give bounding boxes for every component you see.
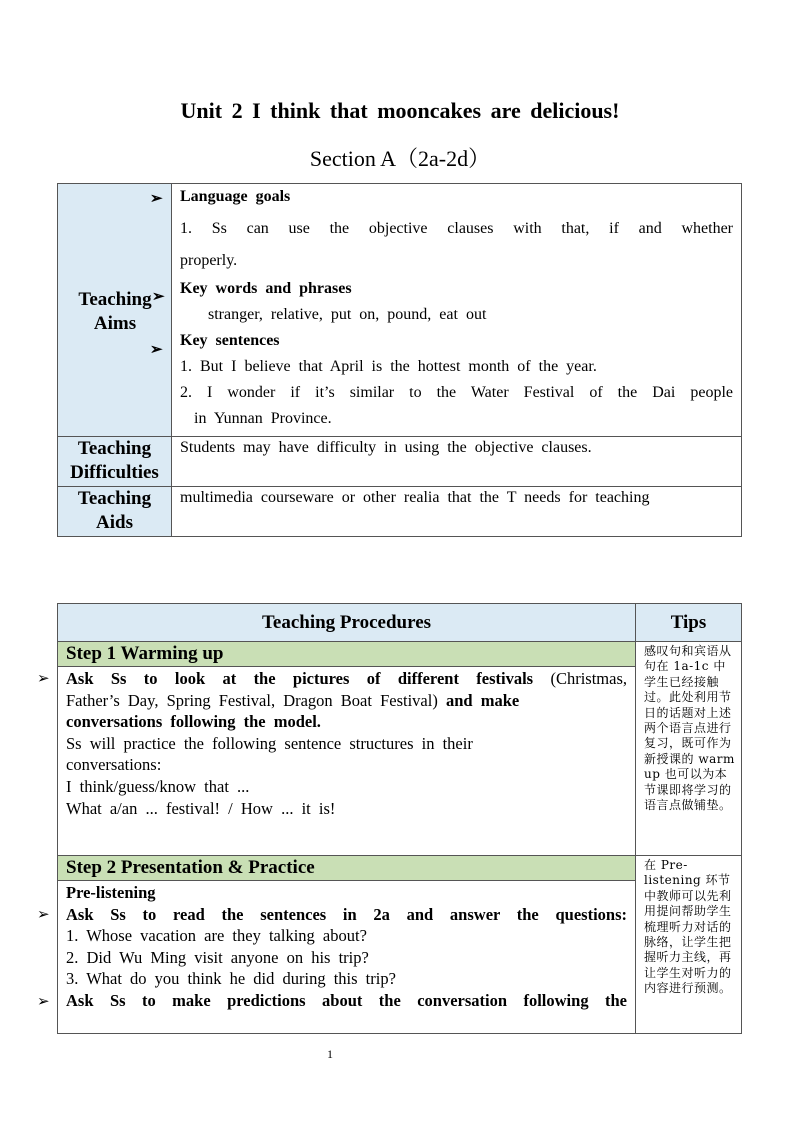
step-1-body — [58, 667, 635, 819]
teaching-aids-label — [58, 487, 172, 537]
teaching-procedures-header: Teaching Procedures — [58, 604, 636, 642]
step-1-line-7: What a/an ... festival! / How ... it is! — [66, 798, 336, 818]
step-1-line-4: Ss will practice the following sentence structures in their — [66, 733, 473, 753]
teaching-difficulties-row — [58, 437, 742, 487]
teaching-aims-content — [172, 184, 742, 437]
step-1-row — [58, 642, 742, 856]
step-2-instruction-1: Ask Ss to read the sentences in 2a and answer the questions: — [66, 904, 627, 924]
document-title: Unit 2 I think that mooncakes are delicious! — [180, 98, 620, 123]
teaching-aims-label — [58, 184, 172, 437]
question-3: 3. What do you think he did during this trip? — [66, 969, 396, 989]
step-2-cell — [58, 856, 636, 1034]
bullet-arrow-icon: ➢ — [150, 191, 163, 207]
teaching-difficulties-label-line1: Teaching — [77, 438, 152, 459]
step-1-title: Step 1 Warming up — [58, 642, 635, 667]
key-sentence-1: 1. But I believe that April is the hottest month of the year. — [180, 358, 597, 375]
question-1: 1. Whose vacation are they talking about? — [66, 926, 367, 946]
goal-1-line-2: properly. — [180, 252, 238, 269]
key-words-heading: Key words and phrases — [180, 280, 352, 297]
step-2-tips: 在 Pre-listening 环节中教师可以先利用提问帮助学生梳理听力对话的脉络，让学生把握听力主线，再让学生对听力的内容进行预测。 — [636, 856, 742, 1034]
procedures-header-row — [58, 604, 742, 642]
step-1-line-1 — [66, 668, 627, 690]
teaching-aids-content — [172, 487, 742, 537]
teaching-aids-row — [58, 487, 742, 537]
key-words-list: stranger, relative, put on, pound, eat out — [208, 306, 487, 323]
teaching-aims-row — [58, 184, 742, 437]
step-1-line-5: conversations: — [66, 755, 162, 775]
step-1-tips: 感叹句和宾语从句在 1a-1c 中学生已经接触过。此处利用节日的话题对上述两个语言点进行复习，既可作为新授课的 warm up 也可以为本节课即将学习的语言点做铺垫。 — [636, 642, 742, 856]
step-1-festivals-list: Father’s Day, Spring Festival, Dragon Boat Festival) — [66, 690, 438, 710]
teaching-aims-label-line2: Aims — [93, 313, 137, 334]
tips-header: Tips — [636, 604, 742, 642]
step-1-line-6: I think/guess/know that ... — [66, 776, 250, 796]
teaching-aids-label-line2: Aids — [96, 512, 133, 533]
bullet-arrow-icon: ➢ — [152, 289, 165, 305]
bullet-arrow-icon: ➢ — [150, 342, 163, 358]
language-goals-heading: Language goals — [180, 188, 291, 205]
page-number: 1 — [327, 1047, 333, 1061]
step-2-instruction-2: Ask Ss to make predictions about the conversation following the — [66, 990, 627, 1010]
key-sentence-2-line-1: 2. I wonder if it’s similar to the Water Festival of the Dai people — [180, 384, 733, 401]
bullet-arrow-icon: ➢ — [37, 994, 50, 1010]
teaching-procedures-table — [57, 603, 742, 1034]
step-2-body — [58, 881, 635, 1012]
step-1-line-3: conversations following the model. — [66, 712, 321, 732]
bullet-arrow-icon: ➢ — [37, 907, 50, 923]
difficulties-text: Students may have difficulty in using the objective clauses. — [180, 439, 592, 456]
document-subtitle: Section A（2a-2d） — [309, 146, 491, 171]
pre-listening-heading: Pre-listening — [66, 883, 156, 902]
bullet-arrow-icon: ➢ — [37, 671, 50, 687]
teaching-aims-table — [57, 183, 742, 537]
teaching-difficulties-label-line2: Difficulties — [70, 462, 159, 483]
step-1-instruction-bold-2: and make — [437, 690, 520, 710]
step-1-cell — [58, 642, 636, 856]
teaching-aims-label-line1: Teaching — [78, 289, 152, 310]
step-1-line-2 — [66, 690, 627, 712]
step-1-instruction-bold: Ask Ss to look at the pictures of different festivals — [66, 669, 534, 688]
teaching-aids-label-line1: Teaching — [77, 488, 152, 509]
step-2-row — [58, 856, 742, 1034]
key-sentence-2-line-2: in Yunnan Province. — [194, 410, 332, 427]
goal-1-line-1: 1. Ss can use the objective clauses with that, if and whether — [180, 220, 733, 237]
step-2-title: Step 2 Presentation & Practice — [58, 856, 635, 881]
teaching-difficulties-content — [172, 437, 742, 487]
aids-text: multimedia courseware or other realia that the T needs for teaching — [180, 489, 650, 506]
teaching-difficulties-label — [58, 437, 172, 487]
key-sentences-heading: Key sentences — [180, 332, 280, 349]
step-1-instruction-normal: (Christmas, — [533, 669, 627, 688]
question-2: 2. Did Wu Ming visit anyone on his trip? — [66, 947, 369, 967]
